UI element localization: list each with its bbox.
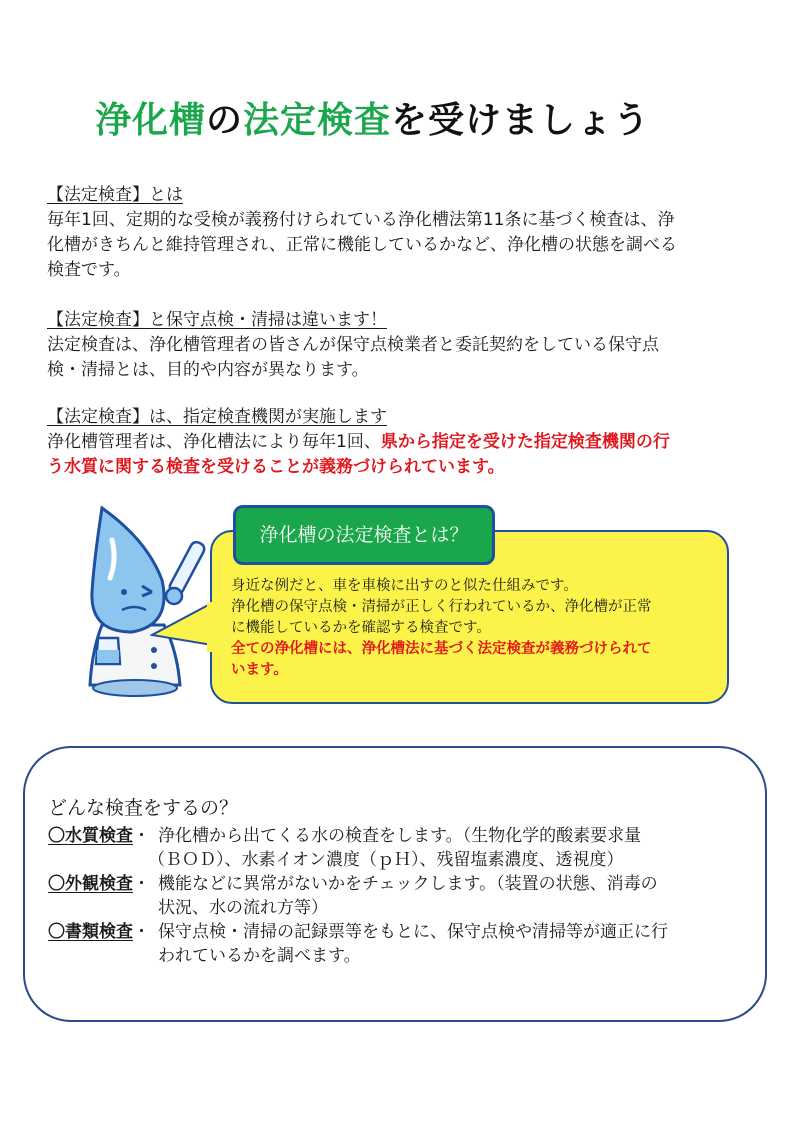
inspection-desc: 機能などに異常がないかをチェックします。（装置の状態、消毒の (158, 874, 658, 894)
section-about-line: 検査です。 (47, 260, 131, 280)
inspection-item-water (48, 824, 642, 870)
section-about (47, 183, 747, 283)
section-agency-heading: 【法定検査】は、指定検査機関が実施します (47, 407, 387, 427)
section-about-line: 毎年1回、定期的な受検が義務付けられている浄化槽法第11条に基づく検査は、浄 (47, 210, 675, 230)
bubble-text (231, 576, 711, 681)
inspection-desc: （ＢＯＤ）、水素イオン濃度（ｐＨ）、残留塩素濃度、透視度） (148, 850, 624, 870)
title-part-no: の (206, 100, 244, 141)
panel-title: どんな検査をするの？ (48, 797, 239, 819)
inspection-item-documents (48, 920, 668, 966)
bubble-red-line: 全ての浄化槽には、浄化槽法に基づく法定検査が義務づけられて (231, 641, 652, 657)
section-difference (47, 308, 747, 383)
inspection-label: 〇書類検査 (48, 922, 133, 942)
section-difference-line: 法定検査は、浄化槽管理者の皆さんが保守点検業者と委託契約をしている保守点 (47, 335, 659, 355)
section-agency-red: 県から指定を受けた指定検査機関の行 (380, 432, 670, 452)
section-about-line: 化槽がきちんと維持管理され、正常に機能しているかなど、浄化槽の状態を調べる (47, 235, 678, 255)
section-about-heading: 【法定検査】とは (47, 185, 183, 205)
title-part-johkaso: 浄化槽 (95, 100, 207, 141)
inspection-label: 〇水質検査 (48, 826, 133, 846)
bubble-red-line: います。 (231, 662, 288, 678)
title-part-ukemashou: を受けましょう (391, 100, 651, 141)
section-agency-line (47, 430, 747, 455)
inspection-desc: 浄化槽から出てくる水の検査をします。（生物化学的酸素要求量 (158, 826, 642, 846)
section-difference-line: 検・清掃とは、目的や内容が異なります。 (47, 360, 369, 380)
bubble-line: に機能しているかを確認する検査です。 (231, 620, 491, 636)
bubble-tail-cover (205, 602, 217, 652)
section-agency (47, 405, 747, 480)
inspection-desc: 状況、水の流れ方等） (158, 898, 328, 918)
bubble-line: 身近な例だと、車を車検に出すのと似た仕組みです。 (231, 578, 578, 594)
inspection-desc: 保守点検・清掃の記録票等をもとに、保守点検や清掃等が適正に行 (158, 922, 668, 942)
bubble-line: 浄化槽の保守点検・清掃が正しく行われているか、浄化槽が正常 (231, 599, 652, 615)
inspection-label: 〇外観検査 (48, 874, 133, 894)
bubble-heading-label: 浄化槽の法定検査とは？ (233, 505, 495, 565)
section-agency-plain: 浄化槽管理者は、浄化槽法により毎年1回、 (47, 432, 381, 452)
page-title (95, 92, 735, 143)
inspection-item-exterior (48, 872, 658, 918)
inspection-sep: ・ (133, 826, 150, 846)
inspection-desc: われているかを調べます。 (158, 946, 361, 966)
inspection-sep: ・ (133, 874, 150, 894)
section-difference-heading: 【法定検査】と保守点検・清掃は違います！ (47, 310, 387, 330)
section-agency-red-line: う水質に関する検査を受けることが義務づけられています。 (47, 457, 505, 477)
inspection-sep: ・ (133, 922, 150, 942)
title-part-hotei: 法定検査 (243, 100, 392, 141)
